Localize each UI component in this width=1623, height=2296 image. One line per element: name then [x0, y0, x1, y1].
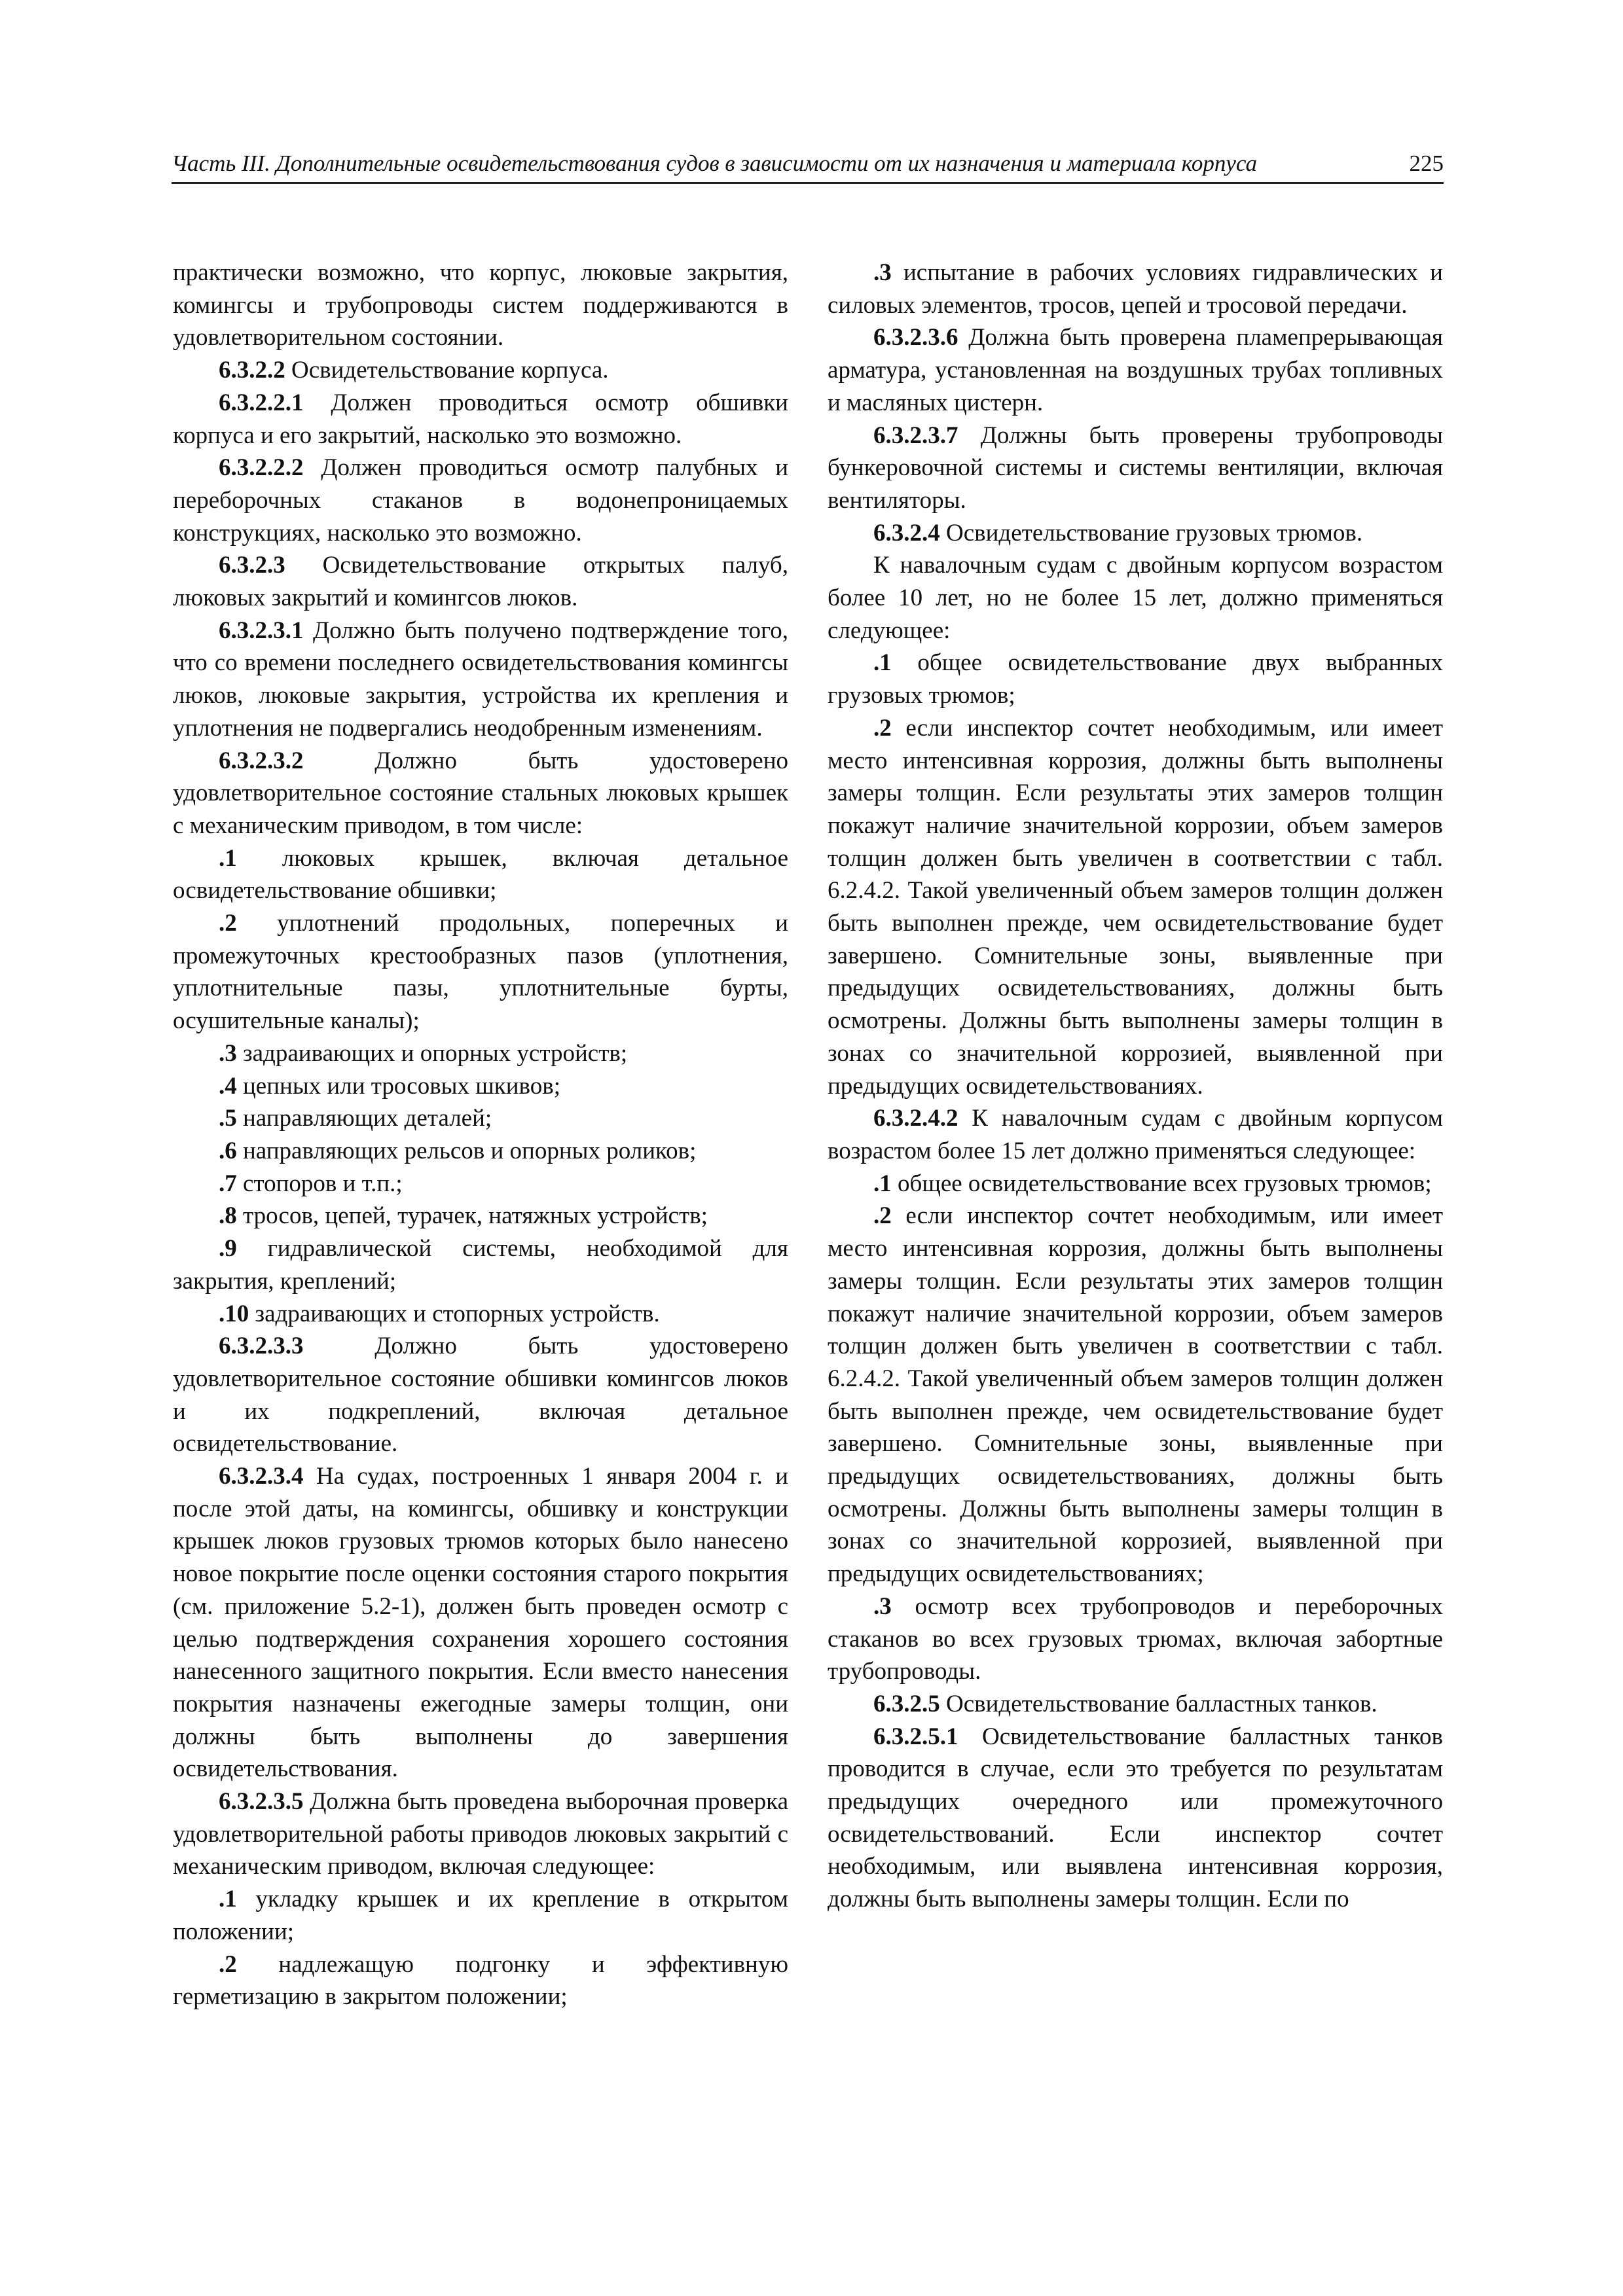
paragraph — [173, 615, 788, 745]
clause-number: 6.3.2.3.1 — [219, 617, 304, 644]
clause-number: .1 — [873, 649, 892, 677]
clause-number: .9 — [219, 1235, 237, 1263]
clause-number: 6.3.2.3 — [219, 552, 285, 579]
clause-text: Должно быть получено подтверждение того, что со времени последнего освидетельствования комингсы люков, люковые закрытия, устройства их крепления и уплотнения не подвергались неодобренным изменениям. — [173, 617, 788, 742]
clause-number: 6.3.2.3.7 — [873, 422, 958, 449]
clause-text: задраивающих и стопорных устройств. — [249, 1300, 660, 1327]
clause-text: Должна быть проведена выборочная проверка удовлетворительной работы приводов люковых закрытий с механическим приводом, включая следующее: — [173, 1788, 788, 1880]
clause-text: К навалочным судам с двойным корпусом возрастом более 10 лет, но не более 15 лет, должно применяться следующее: — [828, 552, 1443, 644]
paragraph — [828, 1168, 1443, 1200]
clause-text: практически возможно, что корпус, люковые закрытия, комингсы и трубопроводы систем поддерживаются в удовлетворительном состоянии. — [173, 259, 788, 351]
clause-number: 6.3.2.2 — [219, 357, 285, 384]
clause-text: уплотнений продольных, поперечных и промежуточных крестообразных пазов (уплотнения, уплотнительные пазы, уплотнительные бурты, осушительные каналы); — [173, 910, 788, 1035]
paragraph — [828, 321, 1443, 419]
clause-text: общее освидетельствование всех грузовых трюмов; — [891, 1170, 1432, 1197]
paragraph — [173, 1785, 788, 1883]
clause-text: Должна быть проверена пламепрерывающая арматура, установленная на воздушных трубах топливных и масляных цистерн. — [828, 324, 1443, 416]
clause-text: если инспектор сочтет необходимым, или имеет место интенсивная коррозия, должны быть выполнены замеры толщин. Если результаты этих замеров толщин покажут наличие значительной коррозии, объем замеров толщин должен быть увеличен в соответствии с табл. 6.2.4.2. Такой увеличенный объем замеров толщин должен быть выполнен прежде, чем освидетельствование будет завершено. Сомнительные зоны, выявленные при предыдущих освидетельствованиях, должны быть осмотрены. Должны быть выполнены замеры толщин в зонах со значительной коррозией, выявленной при предыдущих освидетельствованиях; — [828, 1202, 1443, 1588]
paragraph — [173, 1460, 788, 1785]
clause-text: осмотр всех трубопроводов и переборочных стаканов во всех грузовых трюмах, включая забортные трубопроводы. — [828, 1592, 1443, 1685]
clause-number: .5 — [219, 1105, 237, 1132]
left-column — [173, 257, 788, 2013]
clause-text: направляющих рельсов и опорных роликов; — [236, 1137, 697, 1164]
paragraph — [173, 452, 788, 549]
clause-text: Освидетельствование балластных танков. — [939, 1690, 1377, 1717]
clause-text: Освидетельствование открытых палуб, люковых закрытий и комингсов люков. — [173, 552, 788, 612]
clause-text: Освидетельствование грузовых трюмов. — [939, 519, 1363, 547]
clause-number: 6.3.2.3.5 — [219, 1788, 304, 1816]
paragraph — [828, 1102, 1443, 1167]
paragraph — [828, 1688, 1443, 1721]
clause-number: .3 — [873, 1592, 892, 1620]
clause-text: Должно быть удостоверено удовлетворительное состояние обшивки комингсов люков и их подкреплений, включая детальное освидетельствование. — [173, 1333, 788, 1458]
clause-number: 6.3.2.2.2 — [219, 454, 304, 482]
clause-number: .6 — [219, 1137, 237, 1164]
clause-number: 6.3.2.3.4 — [219, 1463, 304, 1490]
clause-number: .3 — [873, 259, 892, 286]
clause-number: .4 — [219, 1072, 237, 1100]
paragraph — [173, 1330, 788, 1460]
paragraph — [828, 712, 1443, 1102]
paragraph — [828, 1721, 1443, 1916]
paragraph — [828, 420, 1443, 517]
paragraph — [173, 907, 788, 1037]
paragraph — [173, 549, 788, 614]
clause-text: На судах, построенных 1 января 2004 г. и после этой даты, на комингсы, обшивку и конструкции крышек люков грузовых трюмов которых было нанесено новое покрытие после оценки состояния старого покрытия (см. приложение 5.2-1), должен быть проведен осмотр с целью подтверждения сохранения хорошего состояния нанесенного защитного покрытия. Если вместо нанесения покрытия назначены ежегодные замеры толщин, они должны быть выполнены до завершения освидетельствования. — [173, 1463, 788, 1783]
paragraph — [173, 1168, 788, 1200]
paragraph — [173, 1135, 788, 1168]
clause-text: Должен проводиться осмотр обшивки корпуса и его закрытий, насколько это возможно. — [173, 389, 788, 449]
clause-number: .1 — [219, 1886, 237, 1913]
page-number: 225 — [1409, 151, 1444, 176]
clause-number: .2 — [873, 1202, 892, 1230]
clause-text: испытание в рабочих условиях гидравлических и силовых элементов, тросов, цепей и тросовой передачи. — [828, 259, 1443, 319]
paragraph — [828, 647, 1443, 711]
clause-text: надлежащую подгонку и эффективную герметизацию в закрытом положении; — [173, 1950, 788, 2011]
clause-text: укладку крышек и их крепление в открытом положении; — [173, 1886, 788, 1945]
clause-number: 6.3.2.3.3 — [219, 1333, 304, 1360]
clause-text: люковых крышек, включая детальное освидетельствование обшивки; — [173, 844, 788, 905]
paragraph — [173, 1070, 788, 1103]
clause-text: Должен проводиться осмотр палубных и переборочных стаканов в водонепроницаемых конструкциях, насколько это возможно. — [173, 454, 788, 547]
paragraph — [173, 842, 788, 907]
running-header — [172, 145, 1444, 184]
header-title: Часть III. Дополнительные освидетельствования судов в зависимости от их назначения и материала корпуса — [172, 151, 1257, 176]
paragraph — [173, 1102, 788, 1135]
clause-number: 6.3.2.3.2 — [219, 747, 304, 774]
paragraph — [173, 1298, 788, 1331]
clause-text: стопоров и т.п.; — [236, 1170, 403, 1197]
clause-text: гидравлической системы, необходимой для закрытия, креплений; — [173, 1235, 788, 1295]
clause-number: .10 — [219, 1300, 249, 1327]
clause-text: задраивающих и опорных устройств; — [236, 1039, 628, 1067]
clause-number: 6.3.2.2.1 — [219, 389, 304, 416]
clause-number: 6.3.2.5.1 — [873, 1723, 958, 1750]
clause-text: если инспектор сочтет необходимым, или имеет место интенсивная коррозия, должны быть выполнены замеры толщин. Если результаты этих замеров толщин покажут наличие значительной коррозии, объем замеров толщин должен быть увеличен в соответствии с табл. 6.2.4.2. Такой увеличенный объем замеров толщин должен быть выполнен прежде, чем освидетельствование будет завершено. Сомнительные зоны, выявленные при предыдущих освидетельствованиях, должны быть осмотрены. Должны быть выполнены замеры толщин в зонах со значительной коррозией, выявленной при предыдущих освидетельствованиях. — [828, 714, 1443, 1100]
clause-number: .1 — [873, 1170, 892, 1197]
clause-number: .1 — [219, 844, 237, 872]
right-column — [828, 257, 1443, 1916]
paragraph — [173, 1037, 788, 1070]
clause-text: общее освидетельствование двух выбранных грузовых трюмов; — [828, 649, 1443, 709]
clause-number: 6.3.2.3.6 — [873, 324, 958, 351]
clause-number: .2 — [873, 714, 892, 742]
paragraph — [173, 1948, 788, 2013]
clause-number: .7 — [219, 1170, 237, 1197]
paragraph — [173, 257, 788, 354]
clause-number: 6.3.2.4.2 — [873, 1105, 958, 1132]
paragraph — [173, 1232, 788, 1297]
clause-number: .2 — [219, 910, 237, 937]
paragraph — [828, 1200, 1443, 1590]
clause-text: Освидетельствование балластных танков проводится в случае, если это требуется по результатам предыдущих очередного или промежуточного освидетельствований. Если инспектор сочтет необходимым, или выявлена интенсивная коррозия, должны быть выполнены замеры толщин. Если по — [828, 1723, 1443, 1913]
paragraph — [173, 354, 788, 387]
paragraph — [828, 1590, 1443, 1688]
clause-number: 6.3.2.5 — [873, 1690, 940, 1717]
paragraph — [828, 517, 1443, 550]
clause-number: .3 — [219, 1039, 237, 1067]
clause-number: .8 — [219, 1202, 237, 1230]
clause-text: цепных или тросовых шкивов; — [236, 1072, 561, 1100]
clause-text: направляющих деталей; — [236, 1105, 492, 1132]
clause-text: тросов, цепей, турачек, натяжных устройств; — [236, 1202, 708, 1230]
clause-number: 6.3.2.4 — [873, 519, 940, 547]
clause-number: .2 — [219, 1950, 237, 1978]
clause-text: Должно быть удостоверено удовлетворительное состояние стальных люковых крышек с механическим приводом, в том числе: — [173, 747, 788, 839]
clause-text: К навалочным судам с двойным корпусом возрастом более 15 лет должно применяться следующее: — [828, 1105, 1443, 1164]
clause-text: Должны быть проверены трубопроводы бункеровочной системы и системы вентиляции, включая вентиляторы. — [828, 422, 1443, 514]
paragraph — [173, 387, 788, 452]
paragraph — [173, 1200, 788, 1232]
paragraph — [173, 745, 788, 842]
paragraph — [828, 549, 1443, 647]
paragraph — [828, 257, 1443, 321]
paragraph — [173, 1883, 788, 1948]
clause-text: Освидетельствование корпуса. — [285, 357, 609, 384]
